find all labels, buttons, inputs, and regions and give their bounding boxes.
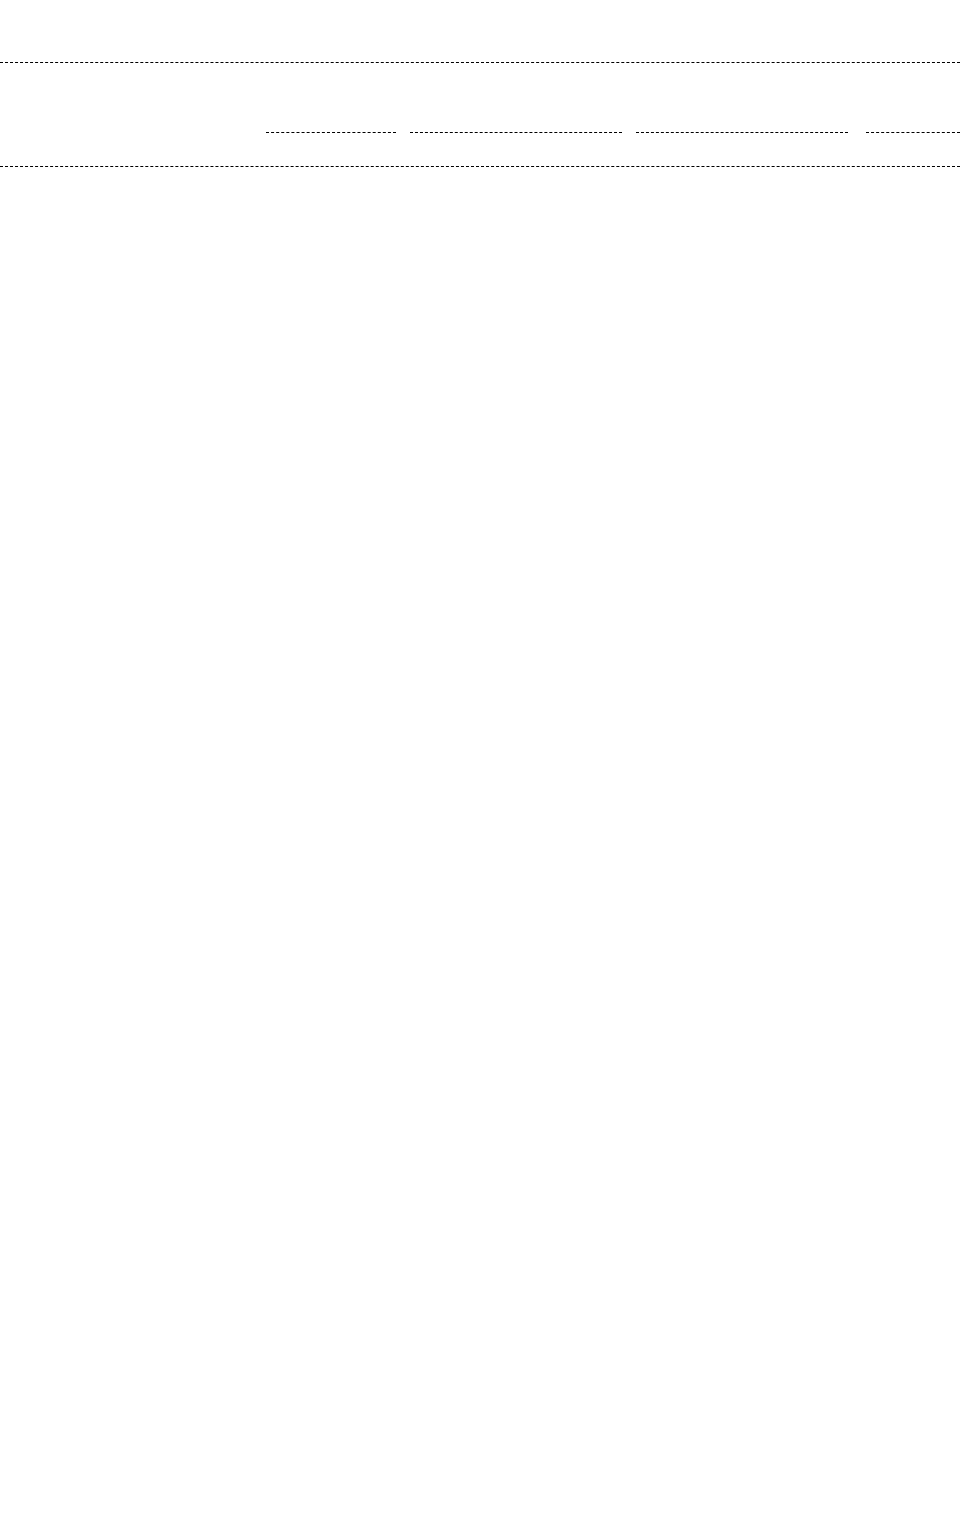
separator-group-periods: [410, 132, 622, 134]
separator-top: [0, 62, 960, 64]
separator-group-patients: [266, 132, 396, 134]
report-header-line-3: [0, 36, 960, 54]
report-header-line-2: [0, 18, 960, 36]
separator-group-days: [636, 132, 848, 134]
report-header-line-1: [0, 0, 960, 18]
separator-header-bottom: [0, 166, 960, 168]
separator-group-procedures: [866, 132, 960, 134]
